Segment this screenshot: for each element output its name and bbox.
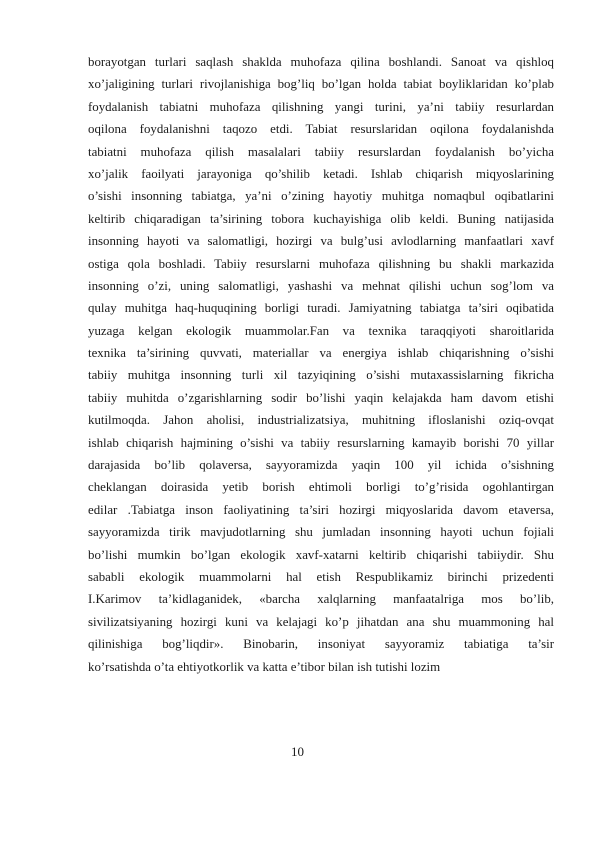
text-line: sayyoramizda tirik mavjudotlarning shu jumladan insonning hayoti uchun fojiali — [88, 525, 554, 540]
text-line: ishlab chiqarish hajmining o’sishi va tabiiy resurslarning kamayib borishi 70 yillar — [88, 435, 554, 450]
text-line-last: ko’rsatishda o’ta ehtiyotkorlik va katta e’tibor bilan ish tutishi lozim — [88, 659, 441, 674]
text-line: texnika ta’sirining quvvati, materiallar va energiya ishlab chiqarishning o’sishi — [88, 346, 554, 361]
text-line: bo’lishi mumkin bo’lgan ekologik xavf-xatarni keltirib chiqarishi tabiiydir. Shu — [88, 547, 554, 562]
text-line: yuzaga kelgan ekologik muammolar.Fan va texnika taraqqiyoti sharoitlarida — [88, 323, 554, 338]
text-line: o’sishi insonning tabiatga, ya’ni o’zining hayotiy muhitga nomaqbul oqibatlarini — [88, 189, 554, 204]
text-line: borayotgan turlari saqlash shaklda muhofaza qilina boshlandi. Sanoat va qishloq — [88, 55, 554, 69]
text-line: qulay muhitga haq-huquqining borligi turadi. Jamiyatning tabiatga ta’siri oqibatida — [88, 301, 554, 316]
body-text — [88, 51, 554, 678]
text-line: darajasida bo’lib qolaversa, sayyoramizda yaqin 100 yil ichida o’sishning — [88, 458, 554, 473]
text-line: foydalanish tabiatni muhofaza qilishning yangi turini, ya’ni tabiiy resurlardan — [88, 99, 554, 114]
text-line: kutilmoqda. Jahon aholisi, industrializatsiya, muhitning ifloslanishi oziq-ovqat — [88, 413, 554, 428]
text-line: edilar .Tabiatga inson faoliyatining ta’siri hozirgi miqyoslarida davom etaversa, — [88, 502, 554, 517]
text-line: xo’jalik faoilyati jarayoniga qo’shilib ketadi. Ishlab chiqarish miqyoslarining — [88, 166, 554, 181]
text-line: qilinishiga bog’liqdir». Binobarin, insoniyat sayyoramiz tabiatiga ta’sir — [88, 637, 554, 652]
text-line: I.Karimov ta’kidlaganidek, «barcha xalqlarning manfaatalriga mos bo’lib, — [88, 592, 554, 607]
page-number: 10 — [291, 744, 304, 759]
text-line: cheklangan doirasida yetib borish ehtimoli borligi to’g’risida ogohlantirgan — [88, 480, 554, 495]
text-line: keltirib chiqaradigan ta’sirining tobora kuchayishiga olib keldi. Buning natijasida — [88, 211, 554, 226]
text-line: ostiga qola boshladi. Tabiiy resurslarni muhofaza qilishning bu shakli markazida — [88, 256, 554, 271]
text-line: xo’jaligining turlari rivojlanishiga bog’liq bo’lgan holda tabiat boyliklaridan ko’plab — [88, 77, 554, 92]
text-line: sababli ekologik muammolarni hal etish Respublikamiz birinchi prizedenti — [88, 569, 554, 584]
text-line: sivilizatsiyaning hozirgi kuni va kelajagi ko’p jihatdan ana shu muammoning hal — [88, 614, 554, 629]
text-line: oqilona foydalanishni taqozo etdi. Tabiat resurslaridan oqilona foydalanishda — [88, 122, 554, 137]
text-line: insonning hayoti va salomatligi, hozirgi va bulg’usi avlodlarning manfaatlari xavf — [88, 234, 554, 249]
text-line: tabiiy muhitda o’zgarishlarning sodir bo’lishi yaqin kelajakda ham davom etishi — [88, 390, 554, 405]
text-line: tabiatni muhofaza qilish masalalari tabiiy resurslardan foydalanish bo’yicha — [88, 144, 554, 159]
text-line: tabiiy muhitga insonning turli xil tazyiqining o’sishi mutaxassislarning fikricha — [88, 368, 554, 383]
text-line: insonning o’zi, uning salomatligi, yashashi va mehnat qilishi uchun sog’lom va — [88, 278, 554, 293]
